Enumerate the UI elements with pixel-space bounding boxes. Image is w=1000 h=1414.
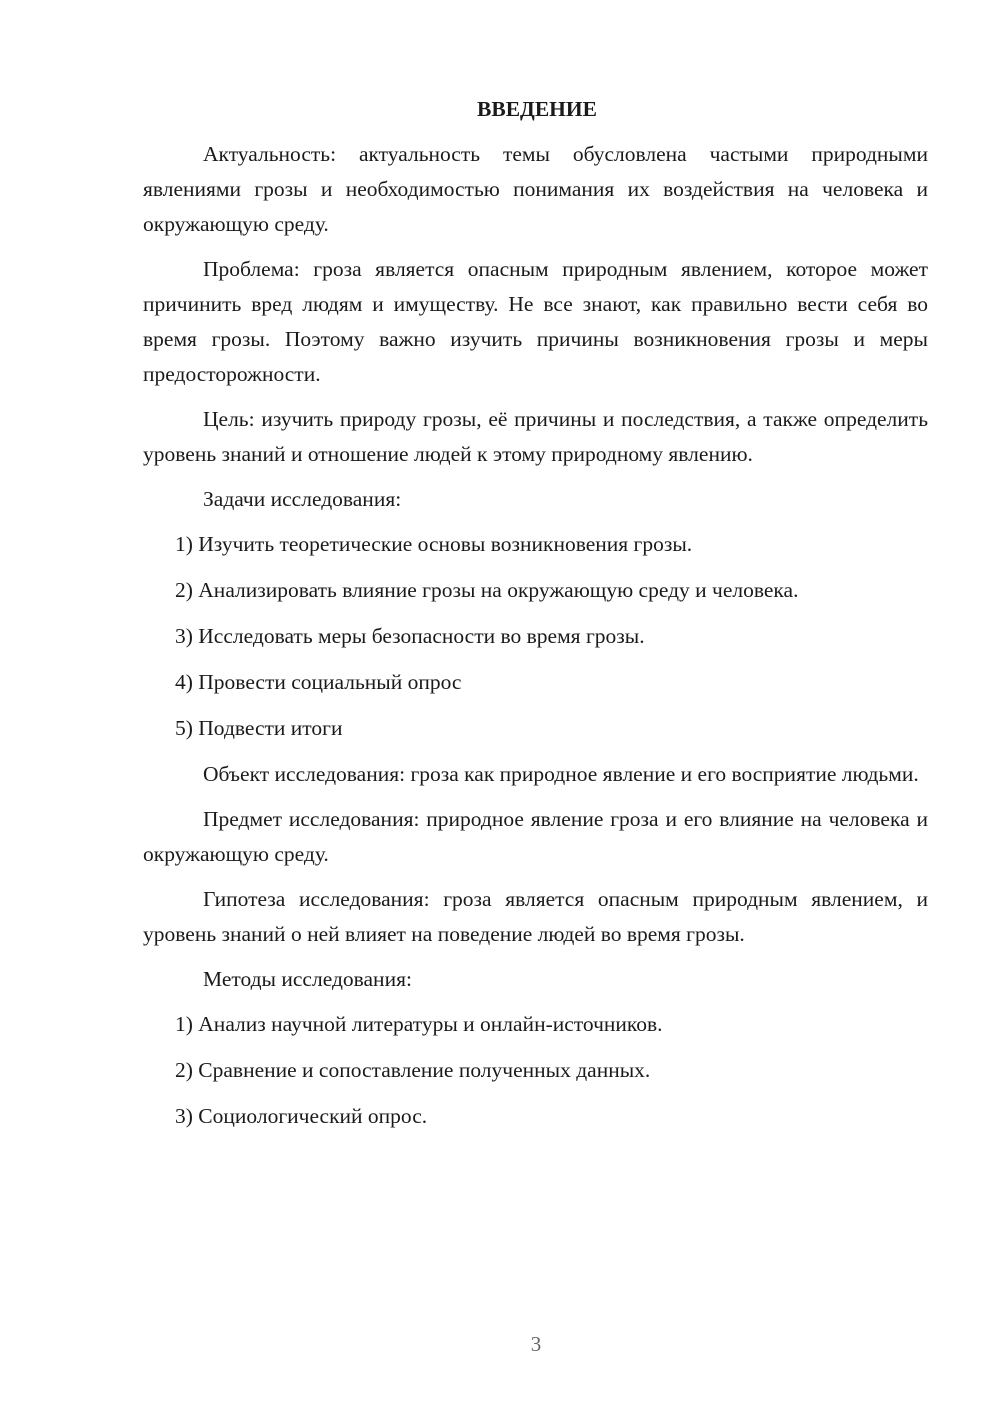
paragraph-subject: Предмет исследования: природное явление гроза и его влияние на человека и окружающую среду.: [143, 807, 928, 866]
list-item: 1) Изучить теоретические основы возникновения грозы.: [175, 532, 693, 556]
paragraph-problem: Проблема: гроза является опасным природным явлением, которое может причинить вред людям и имуществу. Не все знают, как правильно вести себя во время грозы. Поэтому важно изучить причины возникновения грозы и меры предосторожности.: [143, 257, 928, 386]
paragraph-goal: Цель: изучить природу грозы, её причины и последствия, а также определить уровень знаний и отношение людей к этому природному явлению.: [143, 407, 928, 466]
list-item: 2) Сравнение и сопоставление полученных данных.: [175, 1058, 651, 1082]
paragraph-actuality: Актуальность: актуальность темы обусловлена частыми природными явлениями грозы и необходимостью понимания их воздействия на человека и окружающую среду.: [143, 142, 928, 236]
list-item: 4) Провести социальный опрос: [175, 670, 462, 694]
list-item: 1) Анализ научной литературы и онлайн-источников.: [175, 1012, 663, 1036]
page-number: 3: [530, 1332, 542, 1356]
list-item: 2) Анализировать влияние грозы на окружающую среду и человека.: [175, 578, 799, 602]
section-heading: ВВЕДЕНИЕ: [477, 97, 597, 121]
list-item: 3) Исследовать меры безопасности во время грозы.: [175, 624, 645, 648]
paragraph-methods-title: Методы исследования:: [203, 967, 412, 991]
document-page: [143, 92, 928, 1145]
paragraph-tasks-title: Задачи исследования:: [203, 487, 402, 511]
paragraph-object: Объект исследования: гроза как природное явление и его восприятие людьми.: [203, 762, 919, 786]
methods-list: [143, 1007, 928, 1134]
list-item: 3) Социологический опрос.: [175, 1104, 428, 1128]
tasks-list: [143, 527, 928, 746]
list-item: 5) Подвести итоги: [175, 716, 343, 740]
paragraph-hypothesis: Гипотеза исследования: гроза является опасным природным явлением, и уровень знаний о ней влияет на поведение людей во время грозы.: [143, 887, 928, 946]
